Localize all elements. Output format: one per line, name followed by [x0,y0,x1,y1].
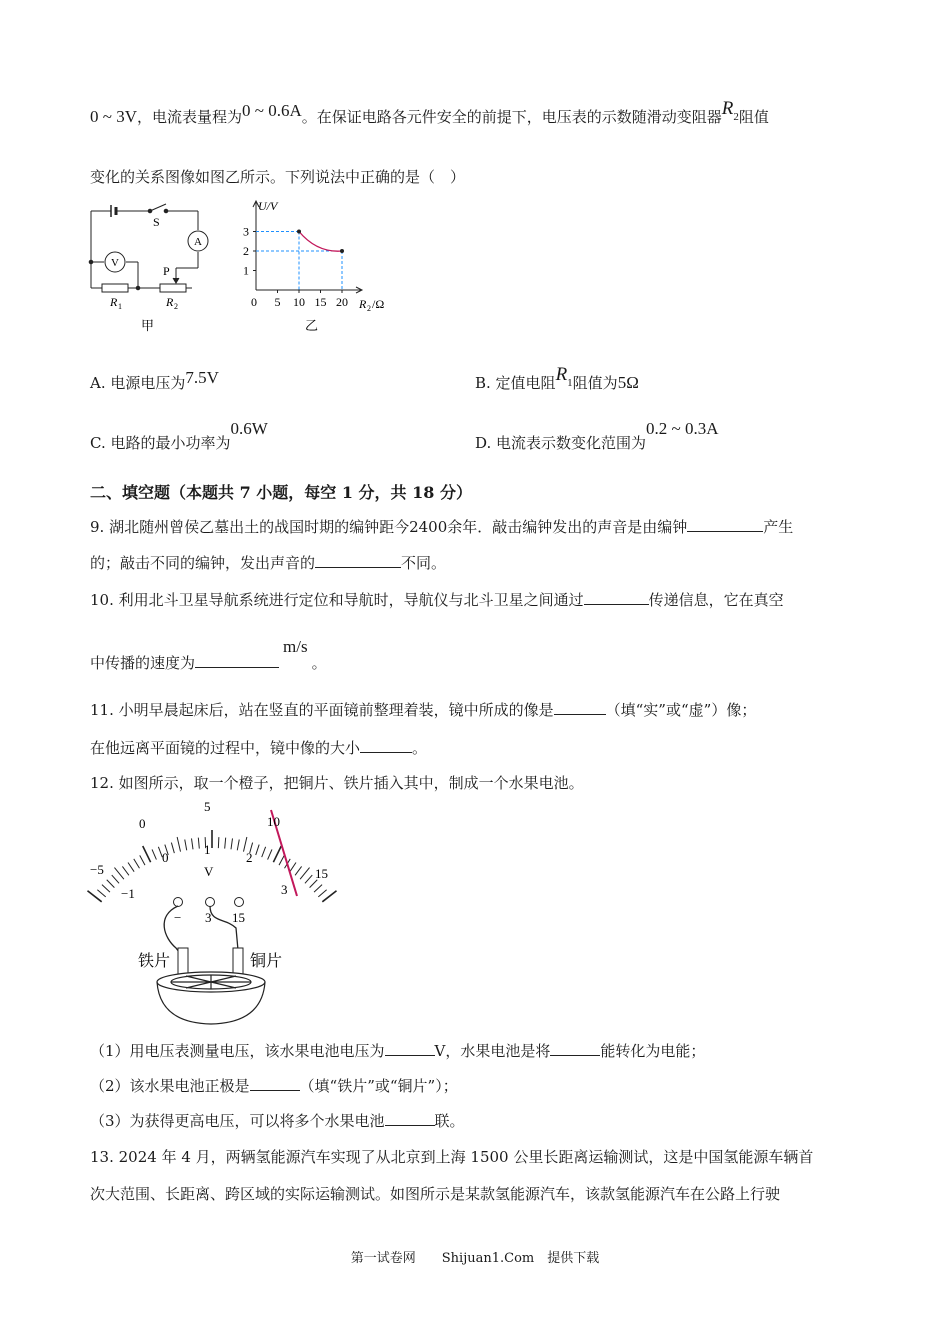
q10-blank2[interactable] [195,653,279,668]
q9-blank2[interactable] [315,553,401,568]
q12-blank1[interactable] [385,1041,435,1056]
scale-tick [97,890,105,897]
q10-blank1[interactable] [584,590,649,605]
scale-tick [112,875,119,883]
scale-tick [177,837,180,852]
outer-label-15: 15 [315,866,328,881]
q11-text: 11. 小明早晨起床后，站在竖直的平面镜前整理着装，镜中所成的像是 [90,701,554,719]
outer-label-10: 10 [267,814,280,829]
q12-sub1 [90,1040,705,1061]
q12-blank2[interactable] [550,1041,600,1056]
option-d-value: 0.2 ~ 0.3A [646,419,719,438]
r1-label: R [110,295,118,309]
q9-line2 [90,552,446,573]
terminal-3v [206,898,215,907]
q8-line1 [90,98,769,129]
q12-sub3 [90,1110,465,1131]
q10-unit: m/s [283,637,308,656]
graph-u-vs-r2 [238,196,398,336]
q13-line2: 次大范围、长距离、跨区域的实际运输测试。如图所示是某款氢能源汽车，该款氢能源汽车在公路上行驶 [90,1185,781,1203]
option-b[interactable] [475,364,639,395]
scale-tick [140,855,145,865]
x-axis-label-unit: /Ω [372,297,385,311]
x-axis-label-sub: 2 [367,304,371,313]
meter-symbol: V [204,864,214,879]
q11-blank1[interactable] [554,700,606,715]
outer-label-neg5: −5 [90,862,104,877]
option-c-text: C. 电路的最小功率为 [90,434,231,452]
scale-tick [322,891,336,902]
data-curve [299,232,342,252]
q12-sub1-text-b: V，水果电池是将 [434,1042,551,1060]
q10-line1 [90,589,784,610]
circuit-diagram [86,196,216,336]
q10-text-b: 传递信息，它在真空 [648,591,784,609]
r1-resistor [102,284,128,292]
q10-line2-text: 中传播的速度为 [90,654,196,672]
r2-label: R [166,295,174,309]
terminal-15-label: 15 [232,910,245,925]
q10-text: 10. 利用北斗卫星导航系统进行定位和导航时，导航仪与北斗卫星之间通过 [90,591,584,609]
data-point [297,230,301,234]
y-axis-label: U/V [258,199,278,213]
voltmeter-label: V [111,257,119,269]
scale-tick [192,838,193,849]
x-tick-label: 5 [274,295,281,309]
q9-line2-end: 不同。 [401,554,447,572]
terminal-negative [174,898,183,907]
q8-r2-symbol: R [721,98,734,119]
inner-label-neg1: −1 [121,886,135,901]
q12-sub3-text: （3）为获得更高电压，可以将多个水果电池 [90,1112,385,1130]
section2-heading: 二、填空题（本题共 7 小题，每空 1 分，共 18 分） [90,483,472,502]
x-tick-label: 0 [251,295,257,309]
q9-blank1[interactable] [687,517,763,532]
option-b-r1: R [555,364,568,385]
q8-text-b: ，电流表量程为 [136,108,242,126]
x-tick-label: 15 [314,295,327,309]
q11-line2-text: 在他远离平面镜的过程中，镜中像的大小 [90,739,361,757]
y-tick-label: 1 [243,263,249,278]
copper-label: 铜片 [250,953,283,970]
x-tick-label: 10 [293,295,305,309]
scale-tick [290,863,296,872]
scale-tick [268,849,272,859]
q11-line1 [90,699,756,720]
x-tick-label: 20 [336,295,348,309]
q12-blank3[interactable] [250,1076,300,1091]
scale-tick [279,855,284,865]
outer-label-0: 0 [139,816,146,831]
scale-tick [237,839,239,850]
option-b-value: 5Ω [617,373,639,392]
inner-label-1: 1 [204,842,211,857]
option-a-text: A. 电源电压为 [90,374,186,392]
q12-sub2 [90,1075,458,1096]
q10-line2 [90,637,327,673]
r1-label-sub: 1 [118,302,122,311]
terminal-3-label: 3 [205,910,212,925]
q11-line2 [90,737,427,758]
scale-tick [231,838,232,849]
q8-text-f: 阻值 [738,108,769,126]
q8-ammeter-range: 0 ~ 0.6A [242,101,302,120]
q9-line2-text: 的；敲击不同的编钟，发出声音的 [90,554,316,572]
q11-line2-end: 。 [412,739,428,757]
q9-text: 9. 湖北随州曾侯乙墓出土的战国时期的编钟距今2400余年．敲击编钟发出的声音是由编钟 [90,518,688,536]
q12-stem: 12. 如图所示，取一个橙子，把铜片、铁片插入其中，制成一个水果电池。 [90,774,584,792]
figure-jia-label: 甲 [141,318,155,333]
scale-tick [314,885,322,893]
q8-r2-sub: 2 [733,111,739,123]
scale-tick [134,859,140,868]
option-c[interactable] [90,419,268,453]
page-footer: 第一试卷网 Shijuan1.Com 提供下载 [350,1251,600,1266]
option-c-value: 0.6W [230,419,268,438]
q13-line1: 13. 2024 年 4 月，两辆氢能源汽车实现了从北京到上海 1500 公里长距离运输测试，这是中国氢能源车辆首 [90,1148,814,1166]
option-d[interactable] [475,419,719,453]
y-tick-label: 2 [243,244,249,258]
option-a[interactable] [90,368,219,393]
slider-label: P [163,264,170,278]
scale-tick [152,849,156,859]
fruit-battery-figure [86,798,346,1028]
option-a-value: 7.5V [185,368,219,387]
x-axis-label: R [359,297,367,311]
q12-sub1-text: （1）用电压表测量电压，该水果电池电压为 [90,1042,385,1060]
scale-tick [318,890,326,897]
terminal-15v [235,898,244,907]
scale-tick [128,863,134,872]
q12-sub2-text-b: （填“铁片”或“铜片”）； [299,1077,458,1095]
q10-line2-end: 。 [311,654,327,672]
q11-blank2[interactable] [360,738,412,753]
scale-tick [300,868,309,880]
r2-rheostat [160,284,186,292]
scale-tick [107,880,115,888]
data-point [340,249,344,253]
scale-tick [122,866,129,875]
q12-sub3-text-b: 联。 [434,1112,465,1130]
terminal-negative-label: − [174,910,182,925]
q12-blank4[interactable] [385,1111,435,1126]
q12-sub2-text: （2）该水果电池正极是 [90,1077,250,1095]
scale-tick [87,891,101,902]
q8-line2: 变化的关系图像如图乙所示。下列说法中正确的是（ ） [90,168,466,186]
scale-tick [198,838,199,849]
q12-sub1-text-c: 能转化为电能； [600,1042,706,1060]
option-b-text2: 阻值为 [572,374,618,392]
option-b-text: B. 定值电阻 [475,374,556,392]
scale-tick [256,845,259,855]
scale-tick [305,875,312,883]
scale-tick [114,868,123,880]
q8-voltmeter-range: 0 ~ 3V [90,107,137,126]
scale-tick [143,846,151,862]
scale-tick [273,846,281,862]
inner-label-0: 0 [162,850,169,865]
ammeter-label: A [194,236,202,248]
inner-label-2: 2 [246,850,253,865]
option-b-r1-sub: 1 [567,377,573,389]
switch-label: S [153,215,160,229]
q11-text-b: （填“实”或“虚”）像； [605,701,757,719]
option-d-text: D. 电流表示数变化范围为 [475,434,647,452]
figure-yi-label: 乙 [305,318,319,333]
scale-tick [295,866,302,875]
scale-tick [171,843,174,854]
q9-line1 [90,516,793,537]
q8-text-d: 。在保证电路各元件安全的前提下，电压表的示数随滑动变阻器 [301,108,722,126]
inner-label-3: 3 [281,882,288,897]
iron-label: 铁片 [138,953,171,970]
scale-tick [225,838,226,849]
r2-label-sub: 2 [174,302,178,311]
scale-tick [185,839,187,850]
outer-label-5: 5 [204,799,211,814]
scale-tick [262,847,266,857]
y-tick-label: 3 [243,224,249,239]
q9-text-end: 产生 [763,518,794,536]
scale-tick [102,885,110,893]
